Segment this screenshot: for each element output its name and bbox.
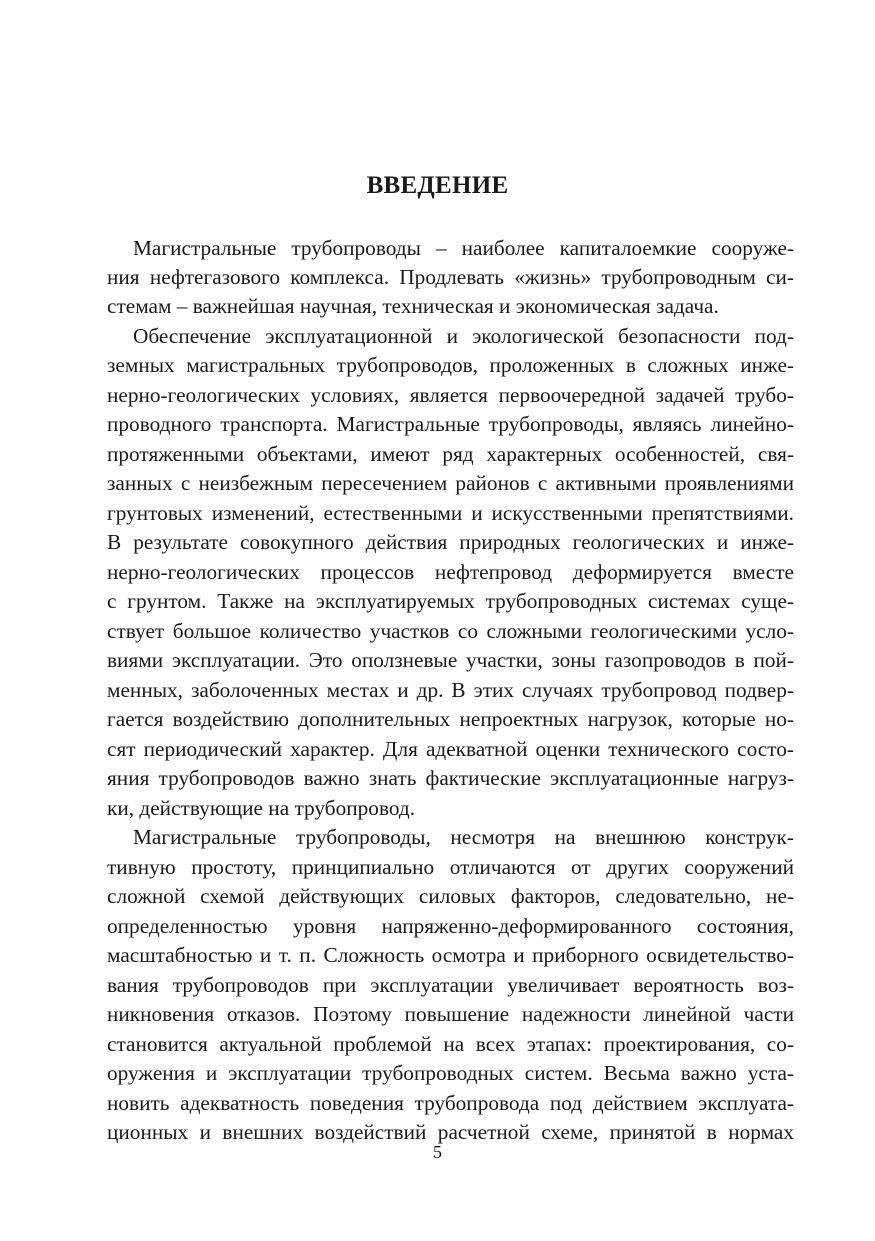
text-line: никновения отказов. Поэтому повышение надежности линейной части [107, 1002, 794, 1026]
text-line: Магистральные трубопроводы – наиболее капиталоемкие сооруже- [133, 236, 794, 260]
text-line: ционных и внешних воздействий расчетной схеме, принятой в нормах [107, 1120, 794, 1144]
text-line: земных магистральных трубопроводов, проложенных в сложных инже- [107, 353, 794, 377]
text-line: Обеспечение эксплуатационной и экологической безопасности под- [133, 324, 794, 348]
text-line: ки, действующие на трубопровод. [107, 796, 416, 820]
text-line: ствует большое количество участков со сложными геологическими усло- [107, 619, 794, 643]
text-line: ния нефтегазового комплекса. Продлевать «жизнь» трубопроводным си- [107, 265, 794, 289]
text-line: яния трубопроводов важно знать фактические эксплуатационные нагруз- [107, 766, 794, 790]
text-line: Магистральные трубопроводы, несмотря на внешнюю конструк- [133, 825, 794, 849]
text-line: занных с неизбежным пересечением районов с активными проявлениями [107, 471, 794, 495]
text-line: сложной схемой действующих силовых факторов, следовательно, не- [107, 884, 794, 908]
text-line: становится актуальной проблемой на всех этапах: проектирования, со- [107, 1032, 794, 1056]
text-line: менных, заболоченных местах и др. В этих случаях трубопровод подвер- [107, 678, 794, 702]
text-line: виями эксплуатации. Это оползневые участки, зоны газопроводов в пой- [107, 648, 794, 672]
text-line: вания трубопроводов при эксплуатации увеличивает вероятность воз- [107, 973, 794, 997]
text-line: тивную простоту, принципиально отличаются от других сооружений [107, 855, 794, 879]
text-line: определенностью уровня напряженно-деформированного состояния, [107, 914, 794, 938]
text-line: В результате совокупного действия природных геологических и инже- [107, 530, 794, 554]
text-line: оружения и эксплуатации трубопроводных систем. Весьма важно уста- [107, 1061, 794, 1085]
text-line: масштабностью и т. п. Сложность осмотра и приборного освидетельство- [107, 943, 794, 967]
page-number: 5 [433, 1142, 442, 1162]
text-line: нерно-геологических условиях, является первоочередной задачей трубо- [107, 383, 794, 407]
page-title: ВВЕДЕНИЕ [366, 172, 509, 199]
text-line: с грунтом. Также на эксплуатируемых трубопроводных системах суще- [107, 589, 794, 613]
text-line: стемам – важнейшая научная, техническая и экономическая задача. [107, 294, 719, 318]
text-line: сят периодический характер. Для адекватной оценки технического состо- [107, 737, 794, 761]
text-line: протяженными объектами, имеют ряд характерных особенностей, свя- [107, 442, 794, 466]
text-line: новить адекватность поведения трубопровода под действием эксплуата- [107, 1091, 794, 1115]
text-line: грунтовых изменений, естественными и искусственными препятствиями. [107, 501, 794, 525]
text-line: гается воздействию дополнительных непроектных нагрузок, которые но- [107, 707, 794, 731]
text-line: нерно-геологических процессов нефтепровод деформируется вместе [107, 560, 794, 584]
text-line: проводного транспорта. Магистральные трубопроводы, являясь линейно- [107, 412, 794, 436]
